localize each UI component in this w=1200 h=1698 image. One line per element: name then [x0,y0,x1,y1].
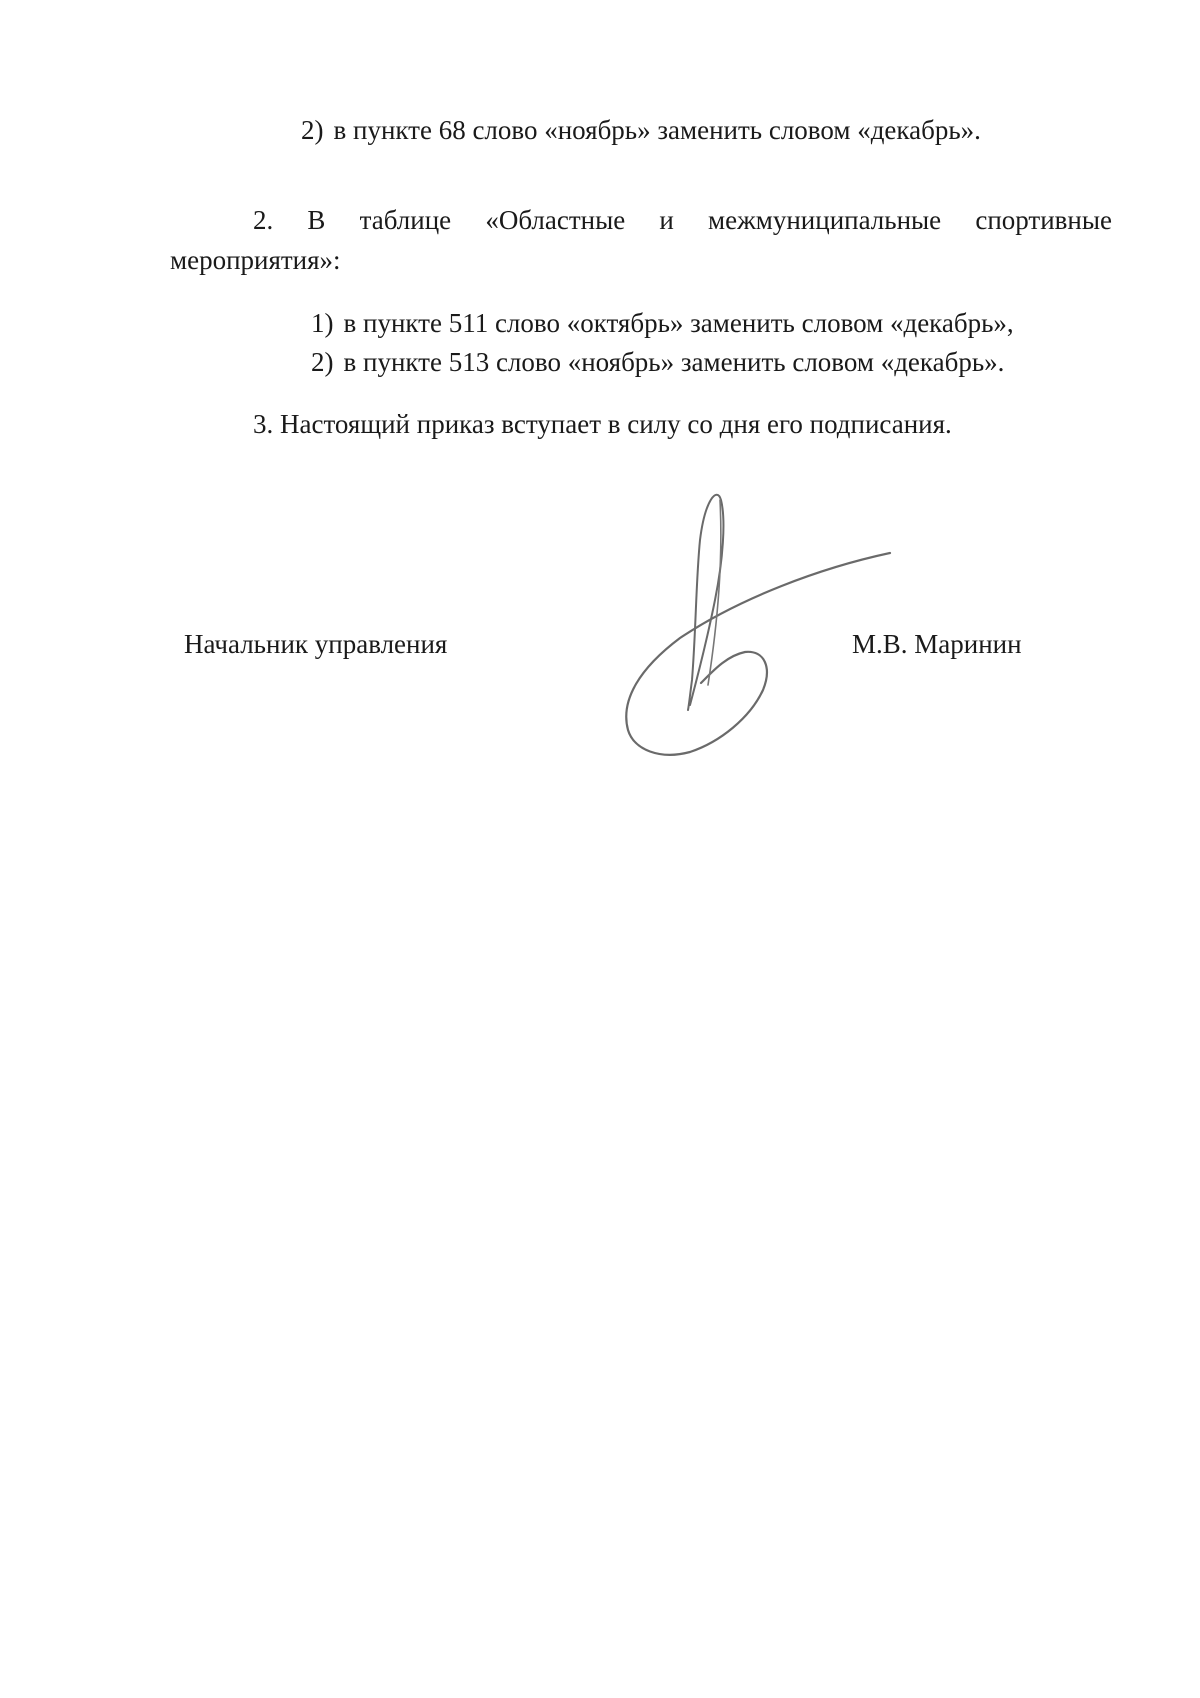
paragraph-2-first-line: 2. В таблице «Областные и межмуниципальные спортивные [253,205,1112,235]
list-item-68 [301,114,981,146]
list-number: 2) [311,347,334,377]
list-number: 1) [311,308,334,338]
list-text: в пункте 511 слово «октябрь» заменить словом «декабрь», [343,308,1014,338]
list-item-513 [311,346,1004,378]
paragraph-2-second-line: мероприятия»: [170,245,341,275]
paragraph-3: 3. Настоящий приказ вступает в силу со дня его подписания. [253,409,952,439]
handwritten-signature [600,480,920,780]
list-number: 2) [301,115,324,145]
list-text: в пункте 513 слово «ноябрь» заменить словом «декабрь». [343,347,1005,377]
signatory-position: Начальник управления [184,629,448,659]
list-item-511 [311,307,1014,339]
signatory-name: М.В. Маринин [852,629,1022,659]
list-text: в пункте 68 слово «ноябрь» заменить словом «декабрь». [333,115,981,145]
